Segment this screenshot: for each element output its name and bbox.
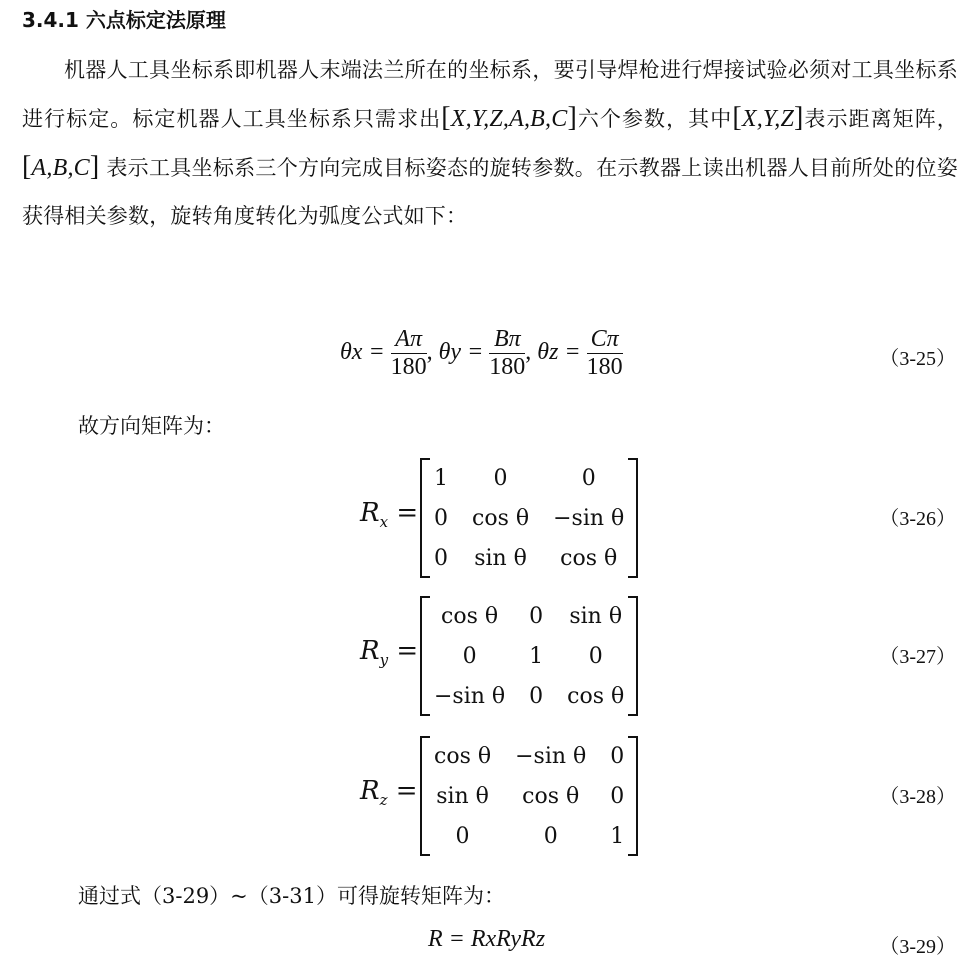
text-direction-matrix: 故方向矩阵为： xyxy=(78,414,225,438)
matrix-ry-label: $R_y$ = xyxy=(360,636,419,670)
paragraph-text-2: 六个参数，其中 xyxy=(576,107,733,131)
body-paragraph: 机器人工具坐标系即机器人末端法兰所在的坐标系，要引导焊枪进行焊接试验必须对工具坐标系进行标定。标定机器人工具坐标系只需求出[X,Y,Z,A,B,C]六个参数，其中[X,Y,Z]表示距离矩阵，[A,B,C] 表示工具坐标系三个方向完成目标姿态的旋转参数。在示教器上读出机器人目前所处的位姿获得相关参数，旋转角度转化为弧度公式如下： xyxy=(22,58,958,228)
equation-number: （3-28） xyxy=(879,786,956,808)
text-rotation-matrix: 通过式（3-29）~（3-31）可得旋转矩阵为： xyxy=(78,884,505,908)
matrix-rx-label: $R_x$ = xyxy=(360,498,419,532)
equation-number: （3-26） xyxy=(879,508,956,530)
paragraph-text-3: 表示距离矩阵， xyxy=(803,107,958,131)
param-vector-xyz: X,Y,Z xyxy=(741,106,794,132)
param-vector-xyzabc: X,Y,Z,A,B,C xyxy=(450,106,568,132)
param-vector-abc: A,B,C xyxy=(31,155,90,181)
matrix-ry: cos θ 0 sin θ 0 1 0 −sin θ 0 cos θ xyxy=(420,596,638,716)
matrix-rz: cos θ −sin θ 0 sin θ cos θ 0 0 0 1 xyxy=(420,736,638,856)
matrix-rx: 1 0 0 0 cos θ −sin θ 0 sin θ cos θ xyxy=(420,458,638,578)
paragraph-text-4: 表示工具坐标系三个方向完成目标姿态的旋转参数。在示教器上读出机器人目前所处的位姿获得相关参数，旋转角度转化为弧度公式如下： xyxy=(22,156,958,228)
equation-3-29: R = RxRyRz xyxy=(428,926,546,952)
matrix-rz-label: $R_z$ = xyxy=(360,776,418,810)
equation-number: （3-25） xyxy=(879,348,956,370)
section-heading: 3.4.1 六点标定法原理 xyxy=(22,8,226,32)
equation-number: （3-27） xyxy=(879,646,956,668)
equation-3-25: θx = $\frac{A\pi}{180}$ , θy = $\frac{B\pi}{180}$ , θz = $\frac{C\pi}{180}$ xyxy=(340,326,623,380)
equation-number: （3-29） xyxy=(879,936,956,958)
paragraph-text-1: 机器人工具坐标系即机器人末端法兰所在的坐标系，要引导焊枪进行焊接试验必须对工具坐标系进行标定。标定机器人工具坐标系只需求出 xyxy=(22,58,958,131)
